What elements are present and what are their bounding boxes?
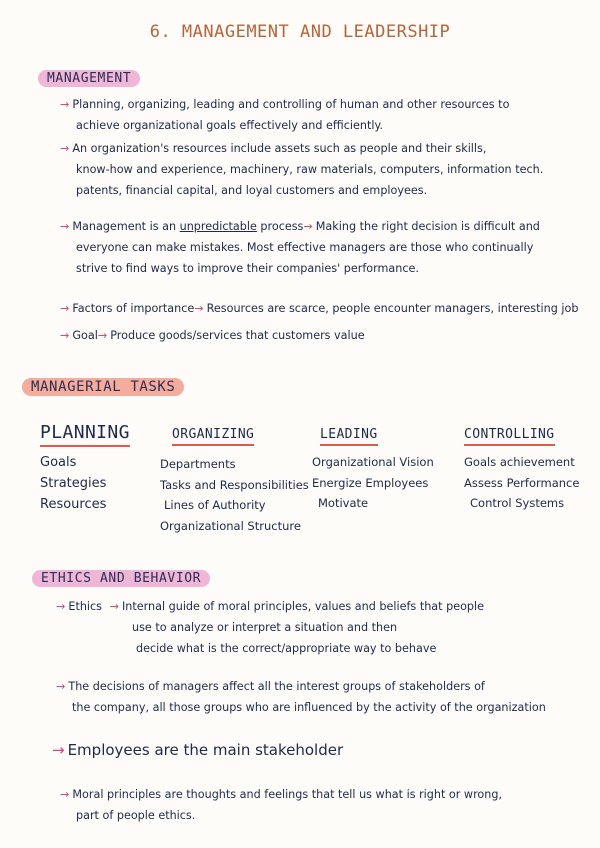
list-item: Assess Performance bbox=[464, 475, 580, 490]
arrow-icon: → bbox=[109, 600, 119, 613]
arrow-icon: → bbox=[56, 600, 66, 613]
list-organizing bbox=[160, 454, 309, 536]
bullet-unpredictable-process: → Management is an unpredictable process→ Making the right decision is difficult and everyone can make mistakes. Most effective managers are those who continually strive to find ways to improve their companies' performance. bbox=[60, 220, 540, 275]
page-title: 6. MANAGEMENT AND LEADERSHIP bbox=[149, 22, 451, 42]
list-item: Strategies bbox=[40, 476, 107, 491]
column-title-planning: PLANNING bbox=[40, 422, 130, 447]
arrow-icon: → bbox=[60, 98, 70, 111]
arrow-icon: → bbox=[303, 220, 313, 233]
list-item: Lines of Authority bbox=[164, 498, 266, 512]
list-item: Organizational Structure bbox=[160, 518, 301, 533]
underline bbox=[464, 444, 555, 446]
arrow-icon: → bbox=[60, 329, 70, 342]
arrow-icon: → bbox=[56, 680, 66, 693]
bullet-goal: → Goal→ Produce goods/services that customers value bbox=[60, 329, 365, 342]
arrow-icon: → bbox=[194, 302, 204, 315]
arrow-icon: → bbox=[97, 329, 108, 342]
list-item: Resources bbox=[40, 497, 107, 512]
bullet-management-definition: → Planning, organizing, leading and controlling of human and other resources to achieve organizational goals effectively and efficiently. bbox=[60, 98, 510, 132]
list-item: Motivate bbox=[318, 496, 369, 510]
list-item: Goals achievement bbox=[464, 455, 575, 469]
column-title-controlling: CONTROLLING bbox=[464, 427, 555, 446]
list-planning bbox=[40, 452, 106, 515]
list-item: Departments bbox=[160, 457, 236, 471]
arrow-icon: → bbox=[60, 220, 70, 233]
underline bbox=[172, 444, 254, 446]
list-leading bbox=[312, 452, 434, 514]
arrow-icon: → bbox=[60, 142, 70, 155]
section-heading-managerial-tasks: MANAGERIAL TASKS bbox=[22, 378, 184, 396]
section-heading-management: MANAGEMENT bbox=[38, 70, 140, 87]
bullet-ethics-definition: → Ethics → Internal guide of moral principles, values and beliefs that people use to analyze or interpret a situation and then decide what is the correct/appropriate way to behave bbox=[56, 600, 485, 655]
bullet-employees-stakeholder: → Employees are the main stakeholder bbox=[52, 741, 344, 759]
section-heading-ethics: ETHICS AND BEHAVIOR bbox=[32, 570, 210, 587]
underline bbox=[40, 445, 130, 447]
bullet-moral-principles: → Moral principles are thoughts and feelings that tell us what is right or wrong, part of people ethics. bbox=[60, 788, 503, 822]
list-item: Energize Employees bbox=[312, 475, 429, 490]
list-item: Tasks and Responsibilities bbox=[160, 477, 309, 492]
column-title-organizing: ORGANIZING bbox=[172, 427, 254, 446]
arrow-icon: → bbox=[52, 741, 65, 759]
underline bbox=[320, 444, 378, 446]
bullet-decisions: → The decisions of managers affect all the interest groups of stakeholders of the company, all those groups who are influenced by the activity of the organization bbox=[56, 680, 546, 714]
bullet-factors: → Factors of importance→ Resources are scarce, people encounter managers, interesting job bbox=[60, 302, 579, 315]
list-controlling bbox=[464, 452, 579, 514]
arrow-icon: → bbox=[60, 788, 70, 801]
list-item: Organizational Vision bbox=[312, 455, 434, 469]
bullet-resources: → An organization's resources include assets such as people and their skills, know-how and experience, machinery, raw materials, computers, information tech. patents, financial capital, and loyal customers and employees. bbox=[60, 142, 544, 197]
column-title-leading: LEADING bbox=[320, 427, 378, 446]
list-item: Goals bbox=[40, 455, 77, 470]
arrow-icon: → bbox=[60, 302, 70, 315]
list-item: Control Systems bbox=[470, 496, 565, 510]
